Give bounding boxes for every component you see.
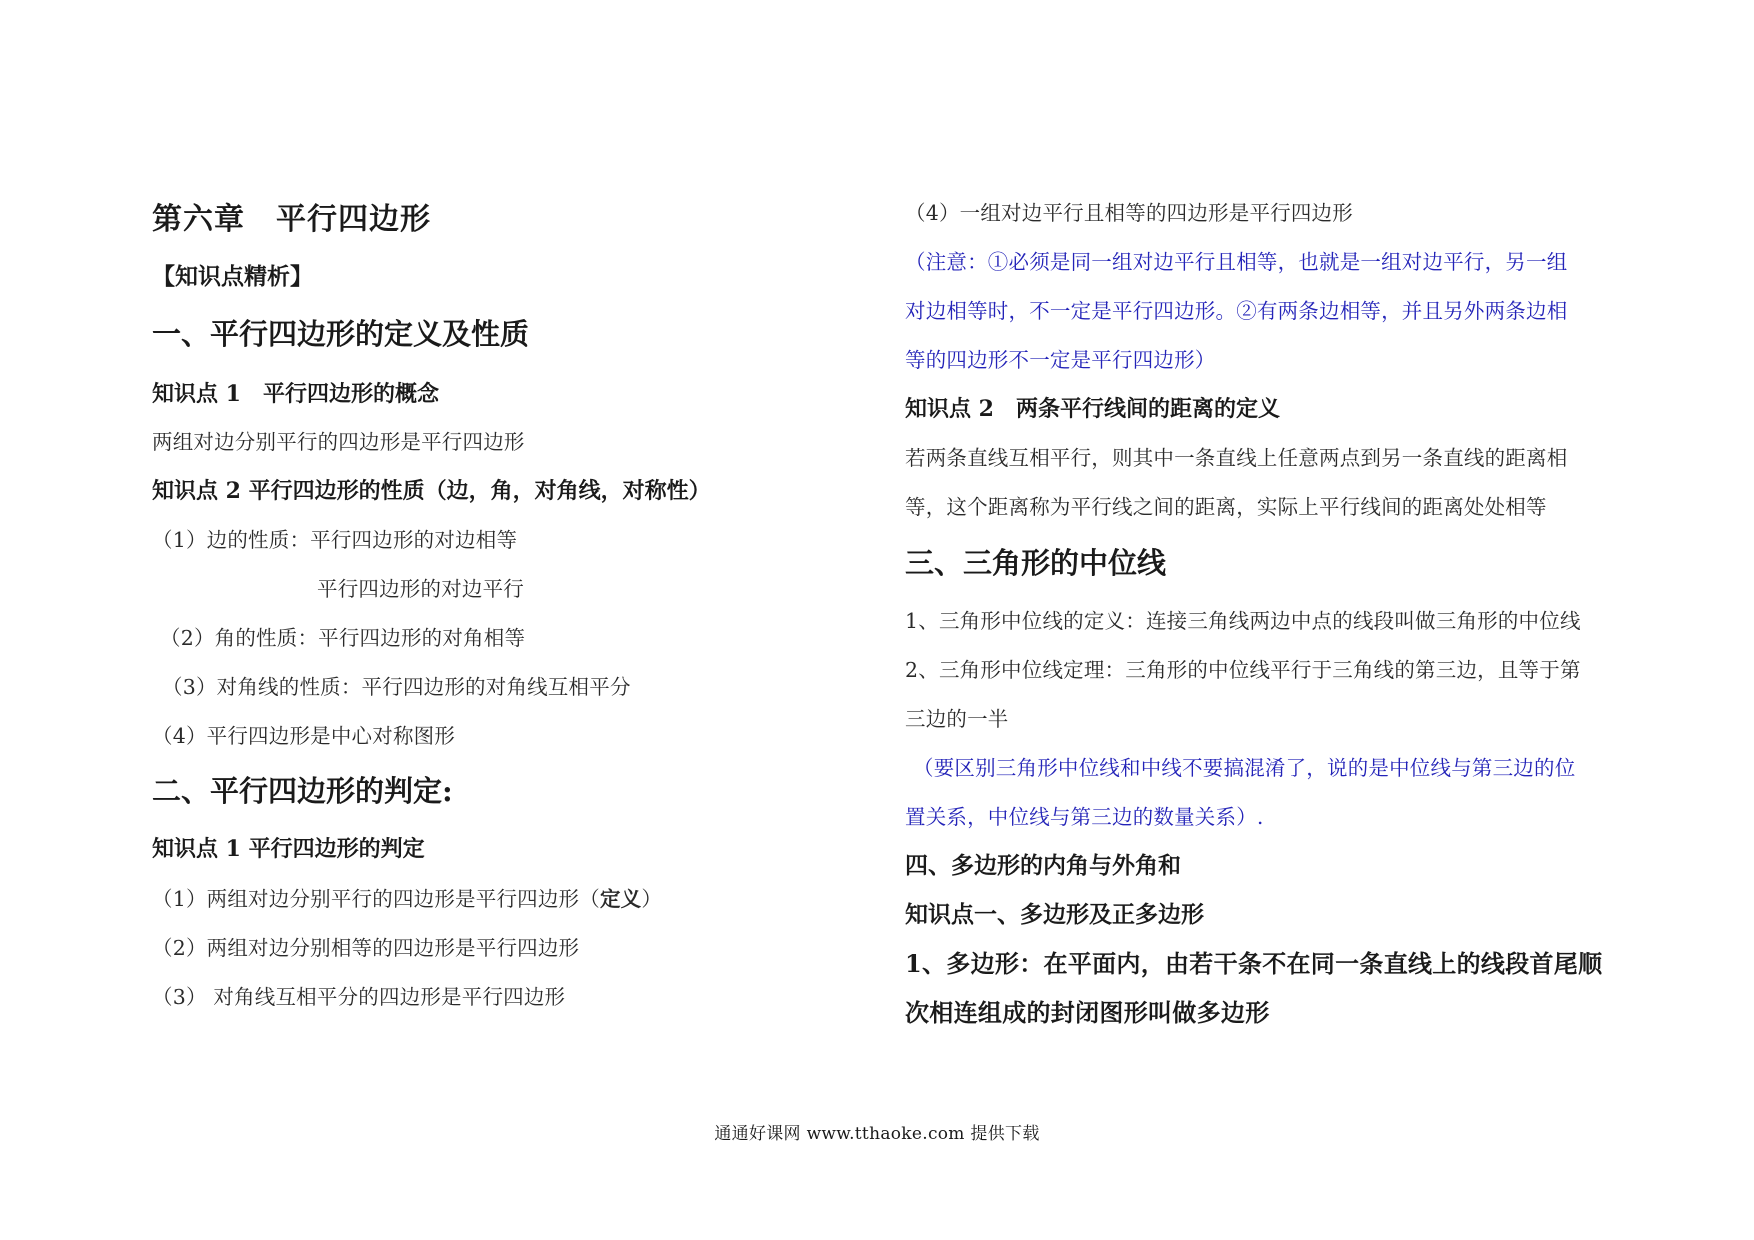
section4-title: 四、多边形的内角与外角和 — [905, 852, 1181, 879]
note1-line2: 对边相等时，不一定是平行四边形。②有两条边相等，并且另外两条边相 — [905, 299, 1568, 323]
section2-title: 二、平行四边形的判定: — [152, 774, 453, 808]
judge-3: （3） 对角线互相平分的四边形是平行四边形 — [152, 985, 566, 1009]
midline-theorem-line1: 2、三角形中位线定理：三角形的中位线平行于三角线的第三边，且等于第 — [905, 658, 1581, 682]
left-column — [152, 0, 872, 1240]
property-sides: （1）边的性质：平行四边形的对边相等 — [152, 528, 518, 552]
analysis-heading: 【知识点精析】 — [152, 263, 313, 290]
kp-polygon-title: 知识点一、多边形及正多边形 — [905, 901, 1204, 928]
section3-title: 三、三角形的中位线 — [905, 546, 1167, 580]
property-angles: （2）角的性质：平行四边形的对角相等 — [160, 626, 526, 650]
judge-2: （2）两组对边分别相等的四边形是平行四边形 — [152, 936, 580, 960]
section1-title: 一、平行四边形的定义及性质 — [152, 317, 530, 351]
property-diagonals: （3）对角线的性质：平行四边形的对角线互相平分 — [162, 675, 631, 699]
kp-distance-title: 知识点 2 两条平行线间的距离的定义 — [905, 396, 1280, 422]
polygon-def-line2: 次相连组成的封闭图形叫做多边形 — [905, 998, 1270, 1027]
note1-line1: （注意：①必须是同一组对边平行且相等，也就是一组对边平行，另一组 — [905, 250, 1568, 274]
midline-theorem-line2: 三边的一半 — [905, 707, 1009, 731]
polygon-def-line1: 1、多边形：在平面内，由若干条不在同一条直线上的线段首尾顺 — [905, 949, 1603, 978]
kp1-title: 知识点 1 平行四边形的概念 — [152, 381, 439, 407]
judge-4: （4）一组对边平行且相等的四边形是平行四边形 — [905, 201, 1353, 225]
property-sides-parallel: 平行四边形的对边平行 — [317, 577, 524, 601]
judge-1-end: ） — [641, 887, 663, 911]
note2-line1: （要区别三角形中位线和中线不要搞混淆了，说的是中位线与第三边的位 — [913, 756, 1576, 780]
right-column — [905, 0, 1625, 1240]
kp-judge-title: 知识点 1 平行四边形的判定 — [152, 836, 425, 862]
distance-line2: 等，这个距离称为平行线之间的距离，实际上平行线间的距离处处相等 — [905, 495, 1547, 519]
chapter-title: 第六章 平行四边形 — [152, 202, 431, 237]
property-symmetry: （4）平行四边形是中心对称图形 — [152, 724, 456, 748]
kp1-text: 两组对边分别平行的四边形是平行四边形 — [152, 430, 525, 454]
judge-1-text: （1）两组对边分别平行的四边形是平行四边形（ — [152, 887, 600, 911]
judge-1-tag: 定义 — [599, 887, 642, 911]
kp2-title: 知识点 2 平行四边形的性质（边，角，对角线，对称性） — [152, 478, 711, 504]
judge-1 — [152, 889, 662, 910]
distance-line1: 若两条直线互相平行，则其中一条直线上任意两点到另一条直线的距离相 — [905, 446, 1568, 470]
footer-credit: 通通好课网 www.tthaoke.com 提供下载 — [714, 1124, 1040, 1144]
midline-definition: 1、三角形中位线的定义：连接三角线两边中点的线段叫做三角形的中位线 — [905, 609, 1581, 633]
note1-line3: 等的四边形不一定是平行四边形） — [905, 348, 1216, 372]
note2-line2: 置关系，中位线与第三边的数量关系）. — [905, 805, 1264, 829]
